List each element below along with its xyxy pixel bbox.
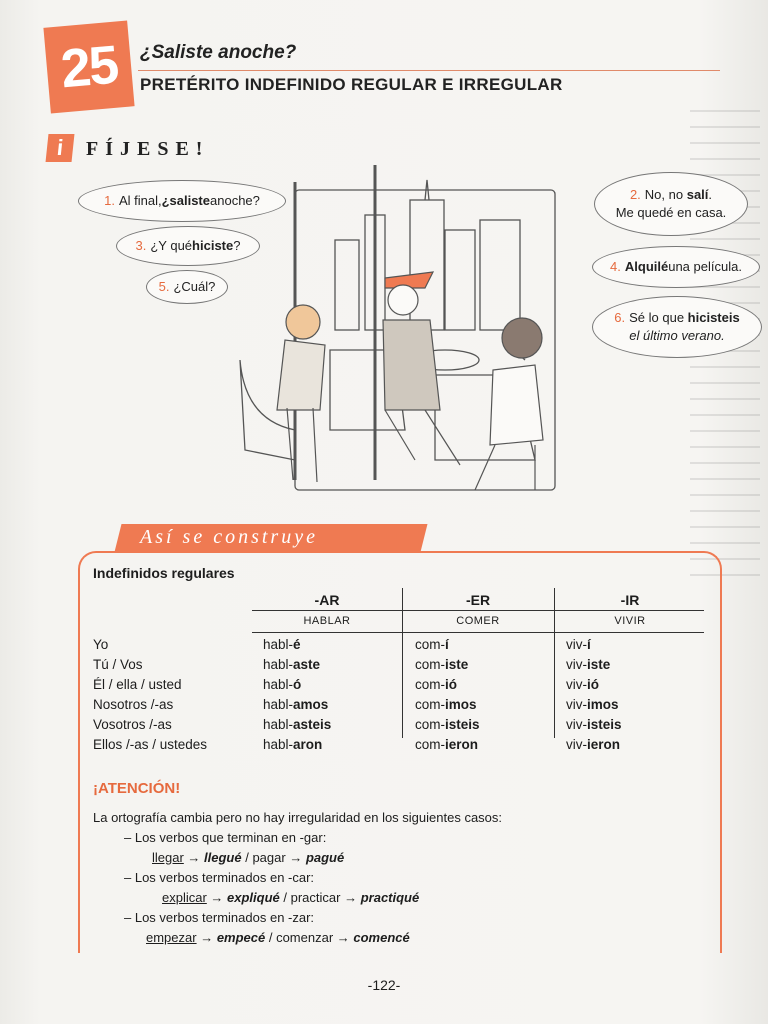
table-cell: habl-aste bbox=[263, 657, 321, 672]
table-cell: viv-ió bbox=[566, 677, 599, 692]
example-car: explicar → expliqué / practicar → practiqué bbox=[162, 890, 420, 905]
example-gar: llegar → llegué / pagar → pagué bbox=[152, 850, 345, 865]
rule-car: – Los verbos terminados en -car: bbox=[124, 870, 315, 885]
col-head-er: -ER bbox=[465, 592, 491, 608]
speech-bubble-1: 1. Al final, ¿saliste anoche? bbox=[78, 180, 286, 222]
pronoun-el: Él / ella / usted bbox=[93, 677, 182, 692]
pronoun-nosotros: Nosotros /-as bbox=[93, 697, 174, 712]
woman-right bbox=[475, 318, 543, 490]
bus-illustration bbox=[235, 160, 565, 520]
rule-zar: – Los verbos terminados en -zar: bbox=[124, 910, 315, 925]
table-cell: com-ieron bbox=[415, 737, 479, 752]
table-cell: habl-aron bbox=[263, 737, 323, 752]
table-heading: Indefinidos regulares bbox=[93, 565, 235, 581]
example-zar: empezar → empecé / comenzar → comencé bbox=[146, 930, 410, 945]
lesson-subtitle: PRETÉRITO INDEFINIDO REGULAR E IRREGULAR bbox=[140, 75, 563, 94]
col-verb-hablar: HABLAR bbox=[303, 615, 351, 627]
col-head-ir: -IR bbox=[620, 592, 640, 608]
table-cell: viv-isteis bbox=[566, 717, 622, 732]
table-cell: viv-ieron bbox=[566, 737, 621, 752]
table-cell: viv-imos bbox=[566, 697, 619, 712]
pronoun-vosotros: Vosotros /-as bbox=[93, 717, 172, 732]
lesson-title: ¿Saliste anoche? bbox=[140, 42, 297, 63]
pronoun-ellos: Ellos /-as / ustedes bbox=[93, 737, 208, 752]
table-cell: com-í bbox=[415, 637, 449, 652]
table-cell: habl-asteis bbox=[263, 717, 332, 732]
atencion-intro: La ortografía cambia pero no hay irregularidad en los siguientes casos: bbox=[93, 810, 503, 825]
woman-left bbox=[277, 305, 325, 482]
table-cell: com-iste bbox=[415, 657, 469, 672]
bus-driver bbox=[383, 272, 460, 465]
table-cell: habl-é bbox=[263, 637, 301, 652]
speech-bubble-6: 6. Sé lo que hicisteis el último verano. bbox=[592, 296, 762, 358]
col-verb-vivir: VIVIR bbox=[614, 615, 646, 627]
fijese-heading: FÍJESE! bbox=[86, 138, 210, 160]
table-cell: com-ió bbox=[415, 677, 457, 692]
col-head-ar: -AR bbox=[314, 592, 340, 608]
table-cell: habl-ó bbox=[263, 677, 302, 692]
lesson-number-badge: 25 bbox=[43, 21, 134, 114]
section-banner-text: Así se construye bbox=[140, 526, 318, 548]
page-number: -122- bbox=[367, 977, 401, 993]
col-verb-comer: COMER bbox=[456, 615, 500, 627]
table-cell: viv-í bbox=[566, 637, 591, 652]
info-icon: i bbox=[46, 134, 75, 162]
table-header-rule bbox=[252, 610, 704, 611]
title-rule bbox=[138, 70, 720, 71]
table-cell: com-isteis bbox=[415, 717, 480, 732]
table-col-divider bbox=[402, 588, 403, 738]
table-col-divider bbox=[554, 588, 555, 738]
speech-bubble-5: 5. ¿Cuál? bbox=[146, 270, 228, 304]
speech-bubble-3: 3. ¿Y qué hiciste ? bbox=[116, 226, 260, 266]
pronoun-yo: Yo bbox=[93, 637, 109, 652]
table-cell: habl-amos bbox=[263, 697, 329, 712]
atencion-heading: ¡ATENCIÓN! bbox=[93, 780, 181, 797]
table-subheader-rule bbox=[252, 632, 704, 633]
pronoun-tu: Tú / Vos bbox=[93, 657, 143, 672]
rule-gar: – Los verbos que terminan en -gar: bbox=[124, 830, 327, 845]
table-cell: com-imos bbox=[415, 697, 477, 712]
speech-bubble-4: 4. Alquilé una película. bbox=[592, 246, 760, 288]
table-cell: viv-iste bbox=[566, 657, 611, 672]
speech-bubble-2: 2. No, no salí. Me quedé en casa. bbox=[594, 172, 748, 236]
